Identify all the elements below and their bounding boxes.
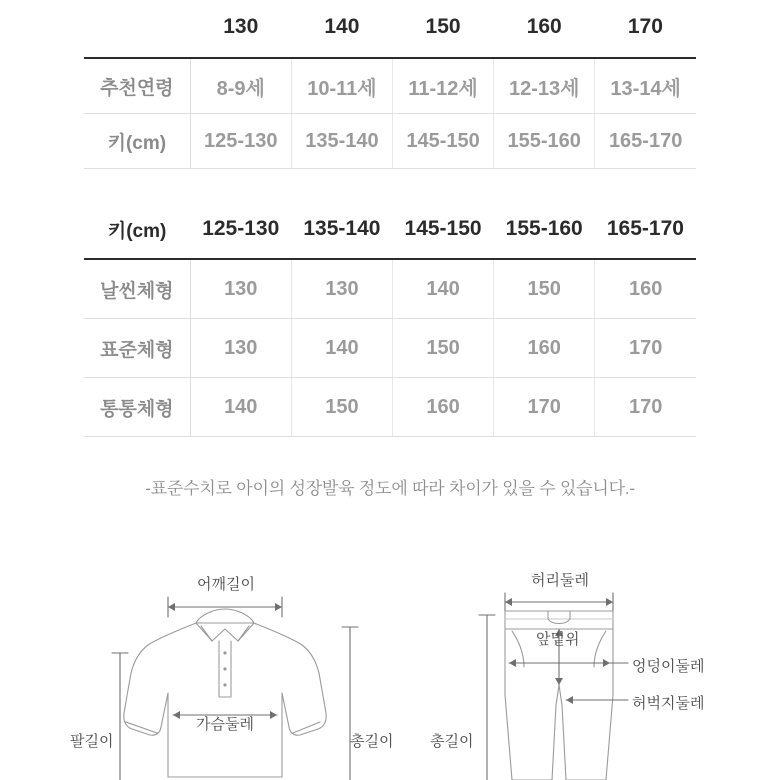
shirt-total-length-label: 총길이 — [350, 733, 394, 750]
fit-table-row-2-cell-1: 150 — [291, 378, 392, 437]
fit-table-row-2-cell-0: 140 — [190, 378, 291, 437]
sleeve-length-label: 팔길이 — [70, 733, 114, 750]
note-text: -표준수치로 아이의 성장발육 정도에 따라 차이가 있을 수 있습니다.- — [145, 479, 635, 498]
fit-table-row-2-cell-3: 170 — [494, 378, 595, 437]
size-table-row-1-cell-3: 155-160 — [494, 114, 595, 169]
measurement-diagram — [0, 545, 780, 780]
body-type-table — [84, 200, 696, 437]
fit-table-row-0-cell-2: 140 — [392, 259, 493, 319]
table-header-row — [84, 200, 696, 259]
fit-table-row-1-cell-3: 160 — [494, 319, 595, 378]
fit-table-row-0-cell-0: 130 — [190, 259, 291, 319]
size-table-row-1-cell-4: 165-170 — [595, 114, 696, 169]
table-row — [84, 319, 696, 378]
size-table-row-0-cell-3: 12-13세 — [494, 58, 595, 114]
waist-circumference-label: 허리둘레 — [531, 572, 589, 589]
fit-table-header-4: 155-160 — [494, 200, 595, 259]
fit-table-row-2-cell-4: 170 — [595, 378, 696, 437]
fit-table-row-1-cell-4: 170 — [595, 319, 696, 378]
size-table-row-0-label: 추천연령 — [84, 58, 190, 114]
size-table-header-1: 130 — [190, 0, 291, 58]
size-table-row-0-cell-4: 13-14세 — [595, 58, 696, 114]
size-table-row-0-cell-0: 8-9세 — [190, 58, 291, 114]
fit-table-row-0-cell-4: 160 — [595, 259, 696, 319]
table-header-row — [84, 0, 696, 58]
size-table — [84, 0, 696, 169]
size-table-row-0-cell-1: 10-11세 — [291, 58, 392, 114]
fit-table-row-0-label: 날씬체형 — [84, 259, 190, 319]
fit-table-row-1-cell-0: 130 — [190, 319, 291, 378]
shoulder-length-label: 어깨길이 — [197, 576, 255, 593]
table-row — [84, 114, 696, 169]
size-table-row-1-cell-1: 135-140 — [291, 114, 392, 169]
pants-total-length-label: 총길이 — [430, 733, 474, 750]
fit-table-row-1-cell-2: 150 — [392, 319, 493, 378]
fit-table-header-0: 키(cm) — [84, 200, 190, 259]
fit-table-row-1-cell-1: 140 — [291, 319, 392, 378]
table-row — [84, 58, 696, 114]
fit-table-row-2-label: 통통체형 — [84, 378, 190, 437]
fit-table-header-5: 165-170 — [595, 200, 696, 259]
thigh-circumference-label: 허벅지둘레 — [632, 695, 705, 712]
chest-circumference-label: 가슴둘레 — [196, 716, 254, 733]
front-rise-label: 앞밑위 — [536, 631, 580, 648]
size-table-row-0-cell-2: 11-12세 — [392, 58, 493, 114]
fit-table-row-0-cell-3: 150 — [494, 259, 595, 319]
fit-table-row-2-cell-2: 160 — [392, 378, 493, 437]
fit-table-header-1: 125-130 — [190, 200, 291, 259]
size-table-header-5: 170 — [595, 0, 696, 58]
size-table-header-3: 150 — [392, 0, 493, 58]
fit-table-header-2: 135-140 — [291, 200, 392, 259]
size-table-row-1-cell-0: 125-130 — [190, 114, 291, 169]
fit-table-row-0-cell-1: 130 — [291, 259, 392, 319]
fit-table-header-3: 145-150 — [392, 200, 493, 259]
table-row — [84, 259, 696, 319]
size-table-header-2: 140 — [291, 0, 392, 58]
fit-table-row-1-label: 표준체형 — [84, 319, 190, 378]
table-row — [84, 378, 696, 437]
size-table-header-4: 160 — [494, 0, 595, 58]
size-table-row-1-label: 키(cm) — [84, 114, 190, 169]
hip-circumference-label: 엉덩이둘레 — [632, 658, 705, 675]
size-table-header-0 — [84, 0, 190, 58]
size-table-row-1-cell-2: 145-150 — [392, 114, 493, 169]
